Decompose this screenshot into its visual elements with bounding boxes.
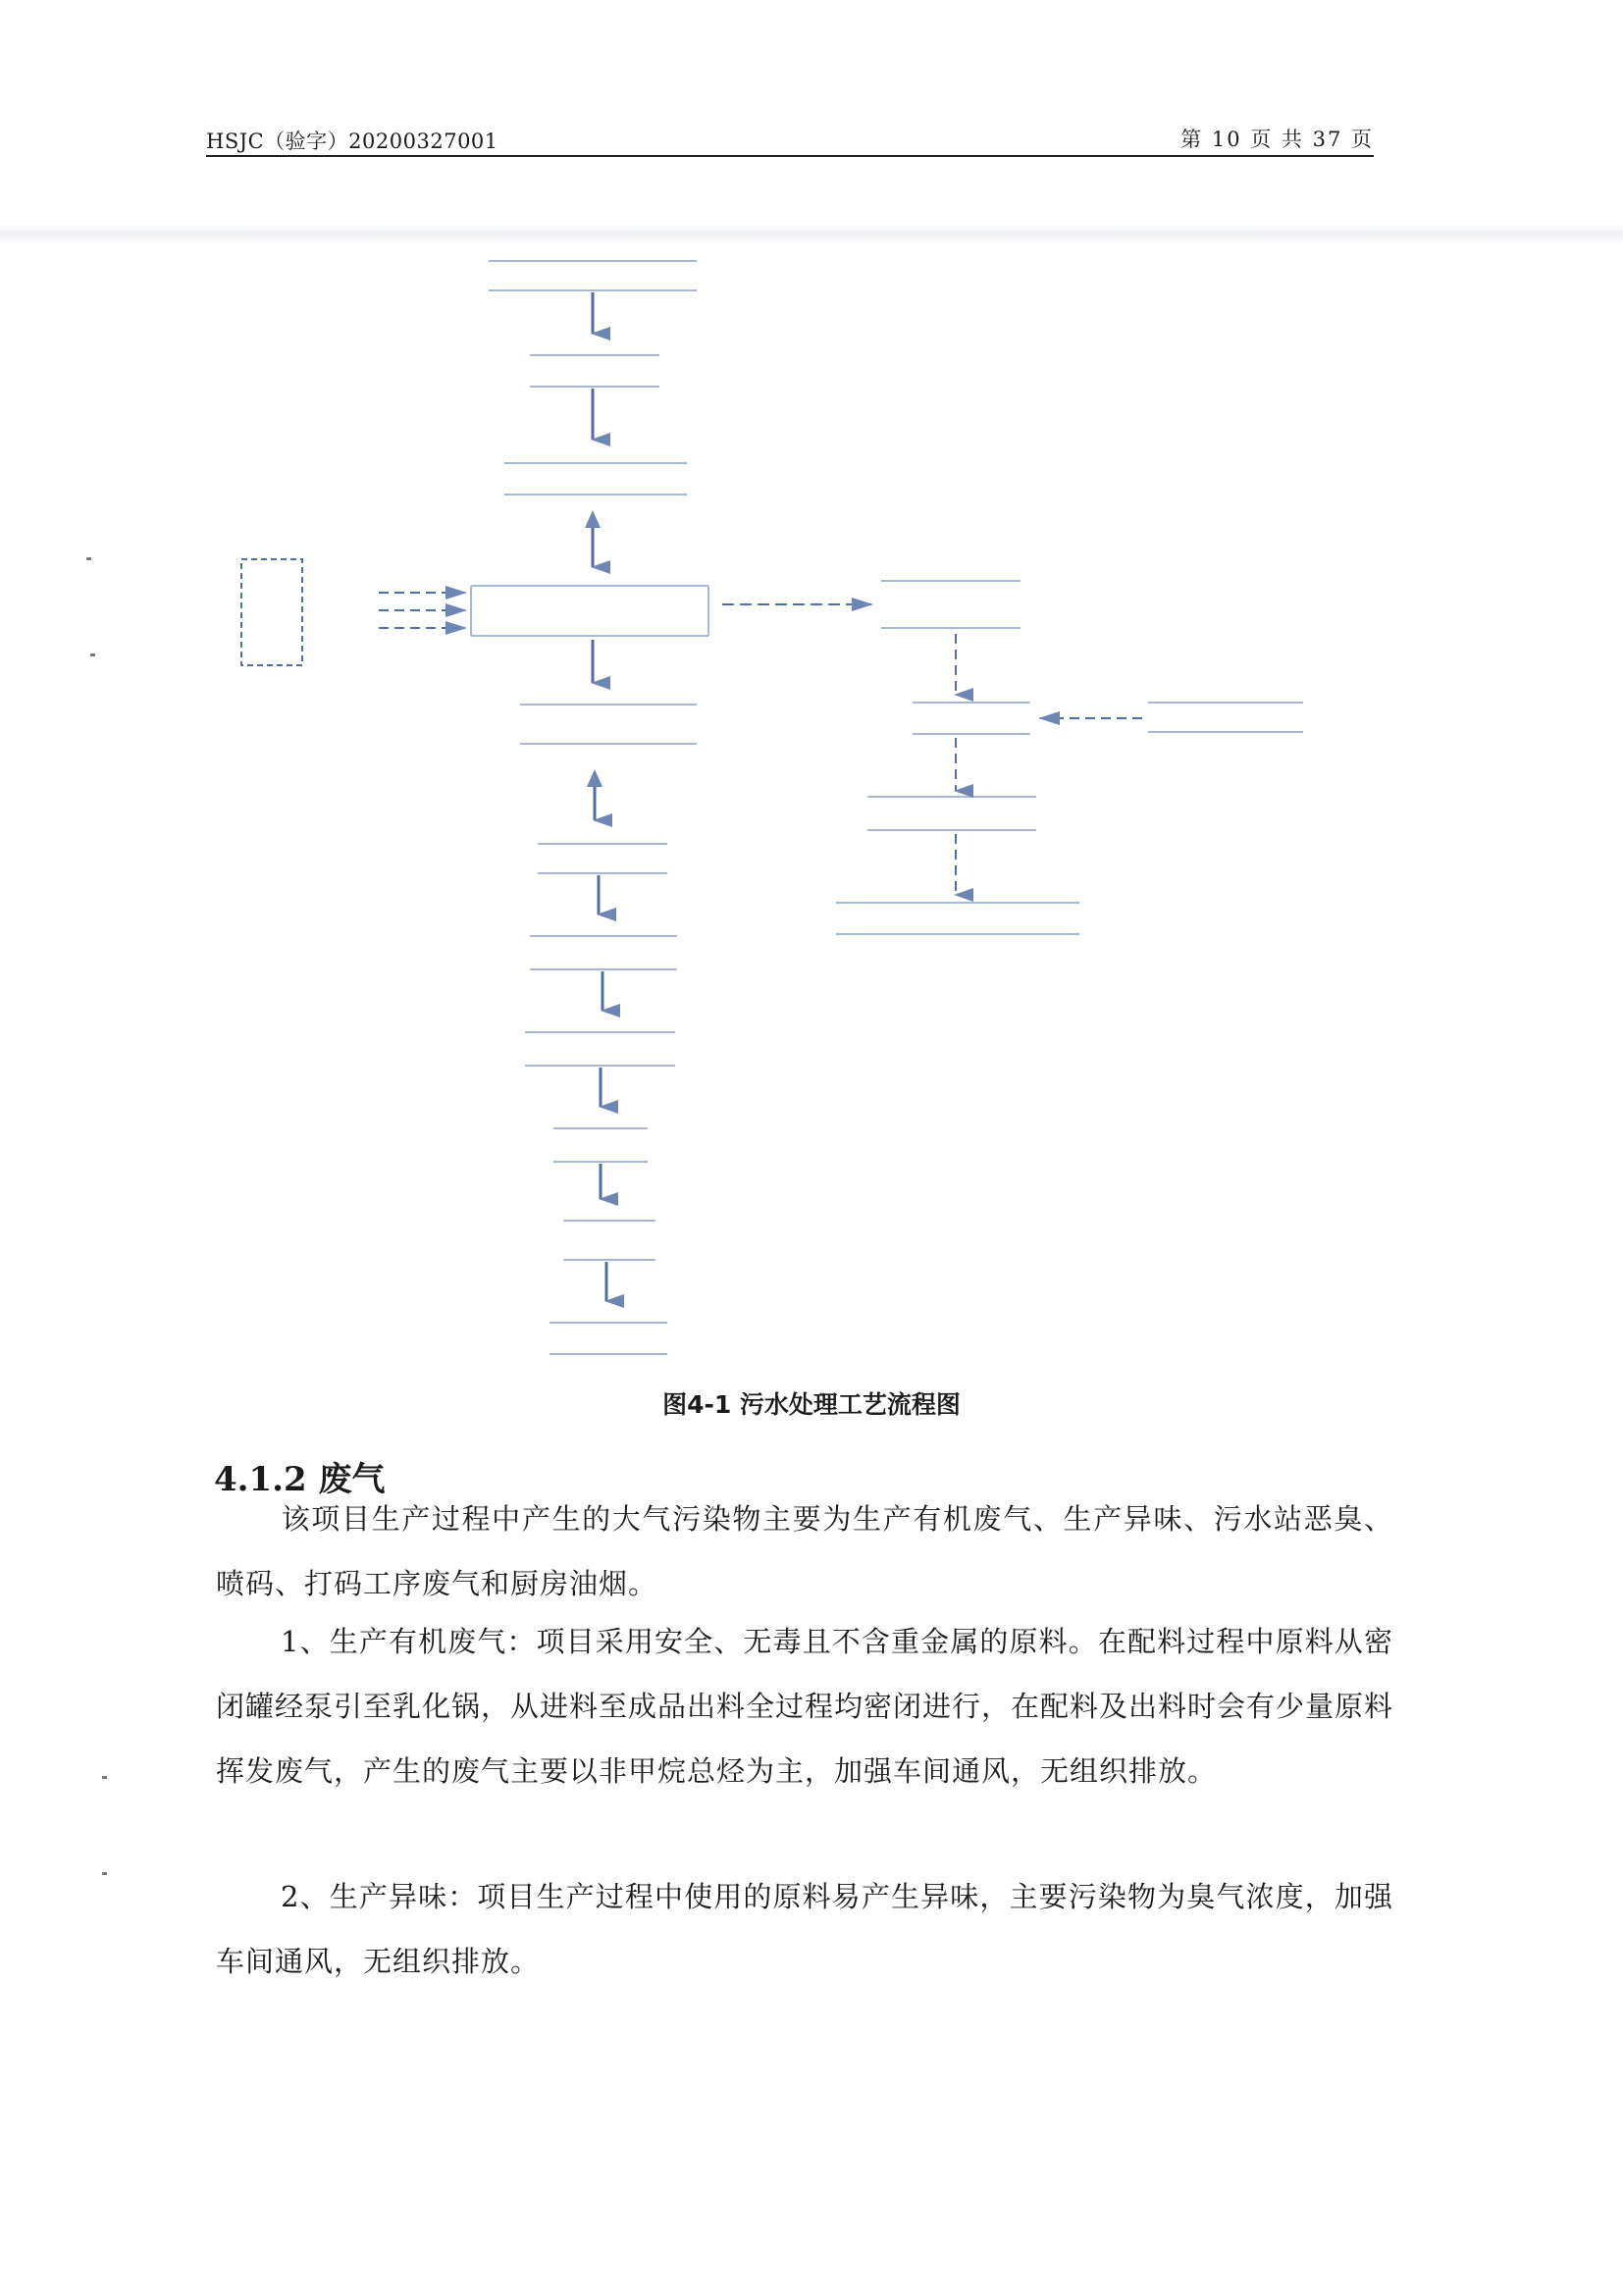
main-flow-arrows [593,292,606,1301]
aux-dashed-box [241,559,302,665]
pump-arrow-up-2 [587,769,602,787]
document-code: HSJC（验字）20200327001 [206,130,498,153]
scan-speck [102,1872,107,1875]
pump-arrow-up-1 [585,510,601,528]
section-heading: 4.1.2 废气 [214,1460,386,1499]
branch-flow-boxes [836,581,1303,934]
scan-speck [86,557,91,560]
aux-dashed-arrows [379,593,465,628]
scan-speck [90,653,95,656]
scan-speck [102,1776,107,1779]
figure-caption: 图4-1 污水处理工艺流程图 [662,1390,961,1419]
paragraph-production-odor: 2、生产异味：项目生产过程中使用的原料易产生异味，主要污染物为臭气浓度，加强车间通风，无组织排放。 [216,1880,1393,1978]
branch-flow-arrows [956,634,1142,895]
main-flow-boxes [471,261,708,1354]
paragraph-intro: 该项目生产过程中产生的大气污染物主要为生产有机废气、生产异味、污水站恶臭、喷码、打码工序废气和厨房油烟。 [216,1502,1393,1600]
paragraph-organic-waste-gas: 1、生产有机废气：项目采用安全、无毒且不含重金属的原料。在配料过程中原料从密闭罐经泵引至乳化锅，从进料至成品出料全过程均密闭进行，在配料及出料时会有少量原料挥发废气，产生的废气主要以非甲烷总烃为主，加强车间通风，无组织排放。 [216,1625,1394,1788]
page-number: 第 10 页 共 37 页 [1180,128,1374,151]
